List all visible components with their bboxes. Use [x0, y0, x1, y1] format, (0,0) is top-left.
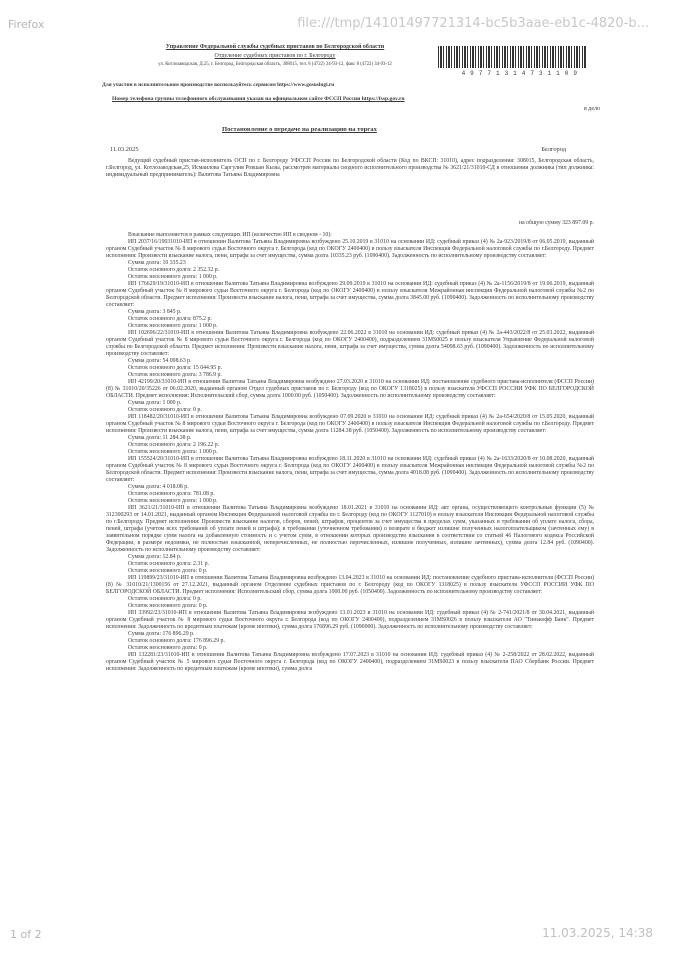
- proceeding-amount: Сумма долга: 54 098.63 р.: [128, 358, 192, 364]
- department-address: ул. Котлозаводская, Д.25, г. Белгород, Белгородская область, 308015, тел. 8 (4722) 34-93-12, факс 8 (4722) 34-93-12: [158, 61, 392, 67]
- proceeding-amount: Сумма долга: 3 845 р.: [128, 309, 182, 315]
- proceeding-amount: Сумма долга: 11 284.38 р.: [128, 435, 192, 441]
- intro-paragraph: Ведущий судебный пристав-исполнитель ОСП по г. Белгороду УФССП России по Белгородской области (Код по ВКСП: 31010), адрес подразделения: 308015, Белгородская область, г.Белгород, ул. Котлозаводская,25, Исмаилова Саргулия Ровшан Кызы, рассмотрев материалы сводного исполнительного производства № 3621/21/31010-СД в отношении должника (тип должника: индивидуальный предприниматель): Валитова Татьяна Владимировна: [106, 158, 594, 178]
- proceeding-amount: Остаток основного долга: 2.31 р.: [128, 561, 209, 567]
- document-city: Белгород: [541, 146, 566, 153]
- proceeding-amount: Сумма долга: 12.84 р.: [128, 554, 182, 560]
- document-ref: в дело: [583, 106, 600, 112]
- proceeding-amount: Остаток основного долга: 0 р.: [128, 407, 202, 413]
- phone-note: Номер телефона группы телефонного обслуживания указан на официальном сайте ФССП России https://fssp.gov.ru: [112, 96, 405, 102]
- proceeding-amount: Остаток основного долга: 2 196.22 р.: [128, 442, 220, 448]
- proceeding-entry: ИП 155524/20/31010-ИП в отношении Валитова Татьяна Владимировна возбуждено 18.11.2020 в 31010 на основании ИД: судебный приказ (4) № 2а-1633/2020/8 от 10.08.2020, выданный органом Судебный участок № 8 мирового судьи Восточного округа г. Белгорода (код по ОКОГУ 2400400) в пользу взыскателя Межрайонная инспекция Федеральной налоговой службы №2 по Белгородской области. Предмет исполнения: Произвести взыскание налога, пени, штрафа за счет имущества, сумма долга 4018.08 руб. (1090400). Задолженность по исполнительному производству составляет:: [106, 456, 594, 483]
- proceeding-amount: Остаток основного долга: 176 896.29 р.: [128, 638, 225, 644]
- proceeding-amount: Остаток основного долга: 15 044.95 р.: [128, 365, 223, 371]
- proceeding-amount: Сумма долга: 4 018.08 р.: [128, 484, 189, 490]
- proceeding-entry: ИП 33992/23/31010-ИП в отношении Валитова Татьяна Владимировна возбуждено 13.01.2023 в 31010 на основании ИД: судебный приказ (4) № 2-741/2021/8 от 30.04.2021, выданный органом Судебный участок № 8 мирового судьи Восточного округа г. Белгорода (код по ОКОГУ 2400400), подразделением 31MS0026 в пользу взыскателя АО "Тинькофф Банк". Предмет исполнения: Задолженность по кредитным платежам (кроме ипотеки), сумма долга 176896.29 руб. (1090000). Задолженность по исполнительному производству составляет:: [106, 610, 594, 630]
- browser-name: Firefox: [8, 18, 45, 31]
- proceeding-entry: ИП 3621/21/31010-ИП в отношении Валитова Татьяна Владимировна возбуждено 18.01.2021 в 31010 на основании ИД: акт органа, осуществляющего контрольные функции (5) № 312300293 от 14.01.2021, выданный органом Инспекция Федеральной налоговой службы по г. Белгороду (код по ОКОГУ 1127010) в пользу взыскателя Инспекция Федеральной налоговой службы по г.Белгороду. Предмет исполнения: Произвести взыскание налогов, сборов, пеней, штрафов, процентов за счет имущества в пределах сумм, указанных в требовании об уплате налога, сбора, пеней, штрафа (учетом всех требований об уплате пеней и штрафа); в требовании (уточненном требовании) о возврате в бюджет излишне полученных налогоплательщиком (зачтенных ему) в заявительном порядке сумм налога на добавленную стоимость и с учетом сумм, в отношении которых производство взыскания в соответствии со статьей 46 Налогового кодекса Российской Федерации, в размере недоимки, не полностью взысканной, неперечисленных, не полностью перечисленных, излишне полученных, излишне зачтенных), сумма долга 12.84 руб. (1090400). Задолженность по исполнительному производству составляет:: [106, 505, 594, 553]
- proceeding-amount: Сумма долга: 1 000 р.: [128, 400, 182, 406]
- document-header: [130, 44, 420, 67]
- page-number: 1 of 2: [10, 928, 42, 941]
- summary-lead: Взыскание выполняется в рамках следующих ИП (количество ИП в сводном - 10):: [128, 232, 332, 238]
- document-date: 11.03.2025: [110, 146, 139, 153]
- barcode-image: [438, 46, 586, 68]
- document-title: Постановление о передаче на реализацию на торгах: [222, 126, 377, 133]
- proceeding-amount: Остаток неосновного долга: 1 000 р.: [128, 323, 218, 329]
- proceeding-amount: Остаток неосновного долга: 0 р.: [128, 603, 208, 609]
- proceeding-entry: ИП 176629/19/31010-ИП в отношении Валитова Татьяна Владимировна возбуждено 29.09.2019 в 31010 на основании ИД: судебный приказ (4) № 2а-1156/2019/8 от 19.06.2019, выданный органом Судебный участок № 8 мирового судьи Восточного округа г. Белгорода (код по ОКОГУ 2400400) в пользу взыскателя Межрайонная инспекция Федеральной налоговой службы №2 по Белгородской области. Предмет исполнения: Произвести взыскание налога, пени, штрафа за счет имущества, сумма долга 3845.00 руб. (1090400). Задолженность по исполнительному производству составляет:: [106, 281, 594, 308]
- barcode-number: 49771314731109: [461, 70, 582, 77]
- proceeding-amount: Сумма долга: 176 896.29 р.: [128, 631, 195, 637]
- total-amount-line: на общую сумму 323 897.09 р.: [519, 220, 594, 226]
- proceeding-amount: Остаток основного долга: 2 352.32 р.: [128, 267, 220, 273]
- print-timestamp: 11.03.2025, 14:38: [542, 926, 653, 940]
- proceeding-entry: ИП 2037/16/19031010-ИП в отношении Валитова Татьяна Владимировна возбуждено 25.10.2019 в 31010 на основании ИД: судебный приказ (4) № 2а-923/2019/8 от 06.05.2019, выданный органом Судебный участок № 8 мирового судьи Восточного округа г. Белгорода (код по ОКОГУ 2400400) в пользу взыскателя Инспекция Федеральной налоговой службы по г.Белгороду. Предмет исполнения: Произвести взыскание налога, пени, штрафа за счет имущества, сумма долга 10335.23 руб. (1090400). Задолженность по исполнительному производству составляет:: [106, 239, 594, 259]
- proceeding-entry: ИП 132281/23/31010-ИП в отношении Валитова Татьяна Владимировна возбуждено 17.07.2023 в 31010 на основании ИД: судебный приказ (4) № 2-258/2022 от 28.02.2022, выданный органом Судебный участок № 5 мирового судьи Восточного округа г. Белгорода (код по ОКОГУ 2400400), подразделением 31MS0023 в пользу взыскателя ПАО Сбербанк России. Предмет исполнения: Задолженность по кредитным платежам (кроме ипотеки), сумма долга: [106, 652, 594, 672]
- department-name: Отделение судебных приставов по г. Белгороду: [214, 52, 336, 59]
- proceeding-amount: Остаток основного долга: 781.08 р.: [128, 491, 215, 497]
- proceeding-amount: Сумма долга: 10 335.23: [128, 260, 186, 266]
- proceeding-entry: ИП 102696/22/31010-ИП в отношении Валитова Татьяна Владимировна возбуждено 22.06.2022 в 31010 на основании ИД: судебный приказ (4) № 2а-443/2022/8 от 25.03.2022, выданный органом Судебный участок № 8 мирового судьи Восточного округа г. Белгорода (код по ОКОГУ 2400400), подразделением 31MS0025 в пользу взыскателя Управление Федеральной налоговой службы по Белгородской области. Предмет исполнения: Произвести взыскание налога, пени, штрафа за счет имущества, сумма долга 54098.63 руб. (1090400). Задолженность по исполнительному производству составляет:: [106, 330, 594, 357]
- proceeding-amount: Остаток неосновного долга: 1 000 р.: [128, 274, 218, 280]
- proceeding-amount: Остаток неосновного долга: 1 000 р.: [128, 449, 218, 455]
- proceeding-amount: Остаток неосновного долга: 3 786.9 р.: [128, 372, 222, 378]
- proceeding-amount: Остаток неосновного долга: 1 000 р.: [128, 498, 218, 504]
- enforcement-list: [106, 232, 594, 673]
- proceeding-entry: ИП 118482/20/31010-ИП в отношении Валитова Татьяна Владимировна возбуждено 07.09.2020 в 31010 на основании ИД: судебный приказ (4) № 2а-654/2020/8 от 15.05.2020, выданный органом Судебный участок № 8 мирового судьи Восточного округа г. Белгорода (код по ОКОГУ 2400400) в пользу взыскателя Инспекция Федеральной налоговой службы по г.Белгороду. Предмет исполнения: Произвести взыскание налога, пени, штрафа за счет имущества, сумма долга 11284.38 руб. (1050400). Задолженность по исполнительному производству составляет:: [106, 414, 594, 434]
- proceeding-amount: Остаток основного долга: 0 р.: [128, 596, 202, 602]
- gosuslugi-note: Для участия в исполнительном производстве воспользуйтесь сервисом https://www.gosuslugi.ru: [102, 82, 335, 88]
- agency-name: Управление Федеральной службы судебных приставов по Белгородской области: [165, 44, 385, 50]
- url-label: file:///tmp/14101497721314-bc5b3aae-eb1c-4820-b...: [297, 16, 649, 31]
- proceeding-amount: Остаток неосновного долга: 0 р.: [128, 645, 208, 651]
- proceeding-amount: Остаток основного долга: 875.2 р.: [128, 316, 212, 322]
- proceeding-entry: ИП 42199/20/31010-ИП в отношении Валитова Татьяна Владимировна возбуждено 27.03.2020 в 31010 на основании ИД: постановление судебного пристава-исполнителя (ФССП России) (8) № 31010/20/35226 от 06.02.2020, выданный органом Отдел судебных приставов по г. Белгороду (код по ОКОГУ 1318025) в пользу взыскателя УФССП РОССИИ УФК ПО БЕЛГОРОДСКОЙ ОБЛАСТИ. Предмет исполнения: Исполнительский сбор, сумма долга 1000.00 руб. (1050400). Задолженность по исполнительному производству составляет:: [106, 379, 594, 399]
- proceeding-amount: Остаток неосновного долга: 0 р.: [128, 568, 208, 574]
- scanned-document: [72, 36, 600, 924]
- proceeding-entry: ИП 119899/23/31010-ИП в отношении Валитова Татьяна Владимировна возбуждено 13.04.2023 в 31010 на основании ИД: постановление судебного пристава-исполнителя (ФССП России) (8) № 31010/21/1300156 от 27.12.2021, выданный органом Отделение судебных приставов по г. Белгороду (код по ОКОГУ 1318025) в пользу взыскателя УФССП РОССИИ УФК ПО БЕЛГОРОДСКОЙ ОБЛАСТИ. Предмет исполнения: Исполнительский сбор, сумма долга 1000.00 руб. (1050400). Задолженность по исполнительному производству составляет:: [106, 575, 594, 595]
